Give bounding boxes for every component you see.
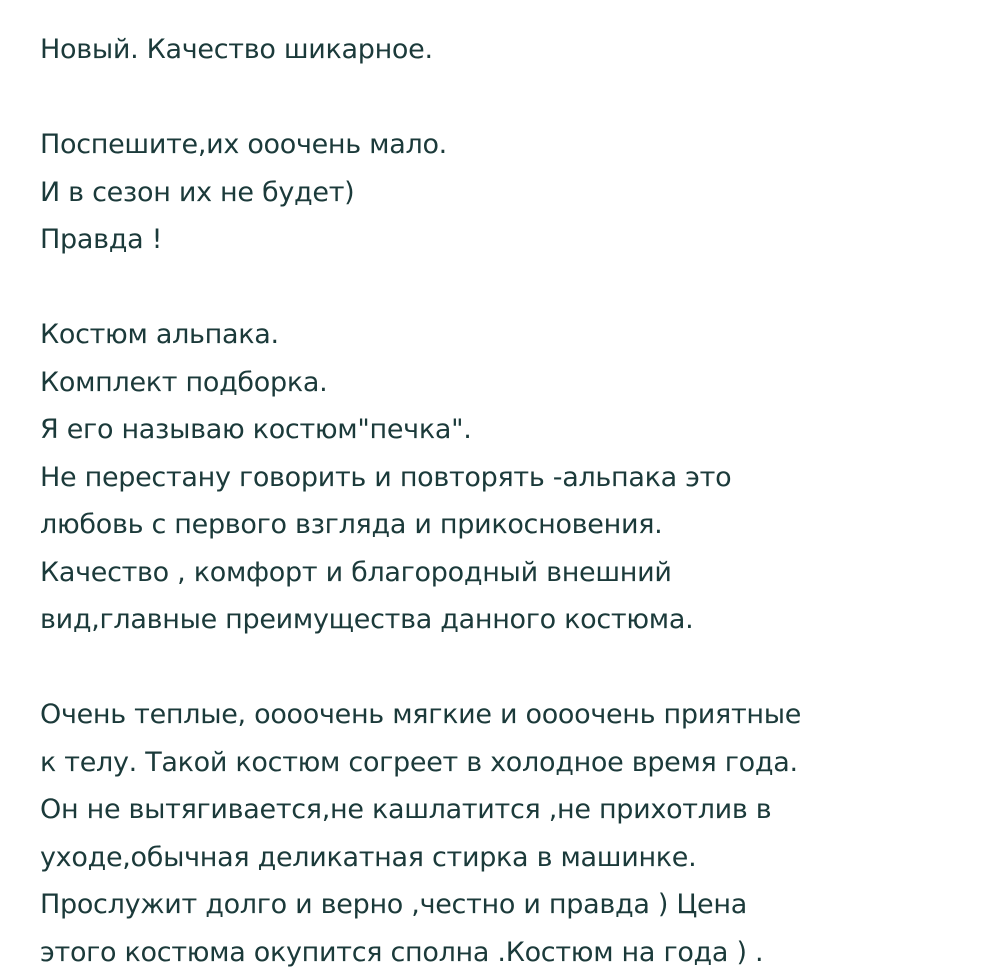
paragraph-gap xyxy=(40,644,980,692)
text-line: Качество , комфорт и благородный внешний xyxy=(40,549,980,597)
text-line: Поспешите,их ооочень мало. xyxy=(40,121,980,169)
text-line: Очень теплые, оооочень мягкие и оооочень приятные xyxy=(40,691,980,739)
paragraph-gap xyxy=(40,74,980,122)
text-line: Я его называю костюм"печка". xyxy=(40,406,980,454)
text-line: любовь с первого взгляда и прикосновения. xyxy=(40,501,980,549)
text-line: Не перестану говорить и повторять -альпака это xyxy=(40,454,980,502)
text-line: этого костюма окупится сполна .Костюм на года ) . xyxy=(40,929,980,976)
text-line: вид,главные преимущества данного костюма. xyxy=(40,596,980,644)
text-line: Прослужит долго и верно ,честно и правда ) Цена xyxy=(40,881,980,929)
text-line: Новый. Качество шикарное. xyxy=(40,26,980,74)
paragraph-gap xyxy=(40,264,980,312)
text-line: уходе,обычная деликатная стирка в машинке. xyxy=(40,834,980,882)
text-line: Он не вытягивается,не кашлатится ,не прихотлив в xyxy=(40,786,980,834)
document-text xyxy=(40,26,980,976)
text-line: Комплект подборка. xyxy=(40,359,980,407)
text-line: И в сезон их не будет) xyxy=(40,169,980,217)
text-line: к телу. Такой костюм согреет в холодное время года. xyxy=(40,739,980,787)
text-line: Костюм альпака. xyxy=(40,311,980,359)
text-line: Правда ! xyxy=(40,216,980,264)
